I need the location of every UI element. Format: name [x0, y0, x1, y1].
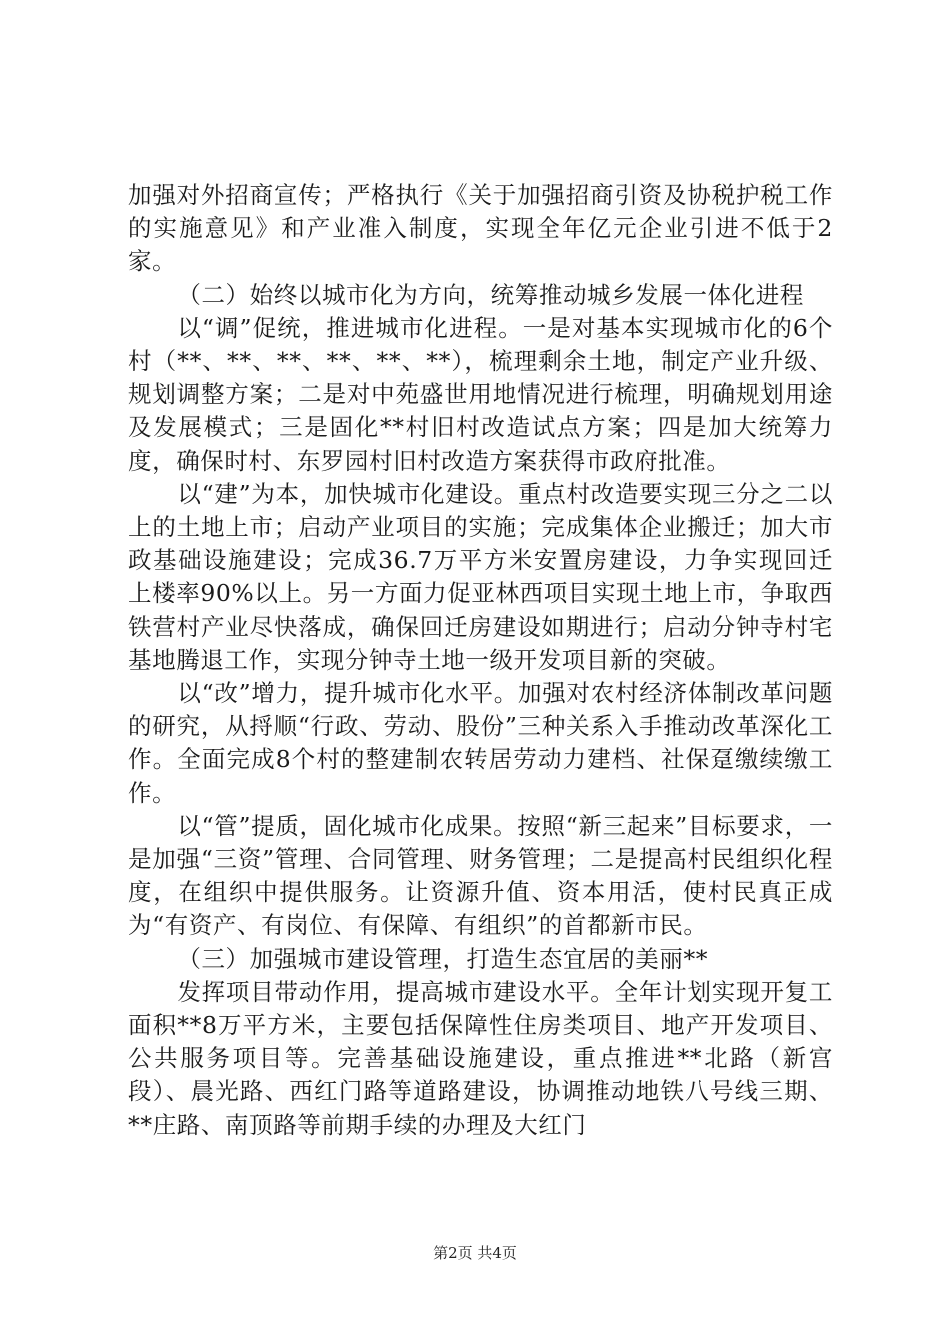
paragraph: 以“建”为本，加快城市化建设。重点村改造要实现三分之二以上的土地上市；启动产业项目的实施；完成集体企业搬迁；加大市政基础设施建设；完成36.7万平方米安置房建设，力争实现回迁上楼率90%以上。另一方面力促亚林西项目实现土地上市，争取西铁营村产业尽快落成，确保回迁房建设如期进行；启动分钟寺村宅基地腾退工作，实现分钟寺土地一级开发项目新的突破。 — [128, 479, 833, 674]
paragraph-continued: 加强对外招商宣传；严格执行《关于加强招商引资及协税护税工作的实施意见》和产业准入制度，实现全年亿元企业引进不低于2家。 — [128, 181, 833, 276]
paragraph: 以“改”增力，提升城市化水平。加强对农村经济体制改革问题的研究，从捋顺“行政、劳动、股份”三种关系入手推动改革深化工作。全面完成8个村的整建制农转居劳动力建档、社保趸缴续缴工作。 — [128, 679, 833, 807]
page-footer: 第2页 共4页 — [433, 1244, 517, 1262]
paragraph: 以“调”促统，推进城市化进程。一是对基本实现城市化的6个村（**、**、**、**、**、**），梳理剩余土地，制定产业升级、规划调整方案；二是对中苑盛世用地情况进行梳理，明确规划用途及发展模式；三是固化**村旧村改造试点方案；四是加大统筹力度，确保时村、东罗园村旧村改造方案获得市政府批准。 — [128, 313, 833, 475]
section-heading-3: （三）加强城市建设管理，打造生态宜居的美丽** — [177, 944, 709, 973]
paragraph: 发挥项目带动作用，提高城市建设水平。全年计划实现开复工面积**8万平方米，主要包括保障性住房类项目、地产开发项目、公共服务项目等。完善基础设施建设，重点推进**北路（新宫段）、晨光路、西红门路等道路建设，协调推动地铁八号线三期、**庄路、南顶路等前期手续的办理及大红门 — [128, 977, 833, 1139]
paragraph: 以“管”提质，固化城市化成果。按照“新三起来”目标要求，一是加强“三资”管理、合同管理、财务管理；二是提高村民组织化程度，在组织中提供服务。让资源升值、资本用活，使村民真正成为“有资产、有岗位、有保障、有组织”的首都新市民。 — [128, 811, 833, 940]
section-heading-2: （二）始终以城市化为方向，统筹推动城乡发展一体化进程 — [177, 280, 804, 309]
document-body — [128, 179, 833, 1142]
